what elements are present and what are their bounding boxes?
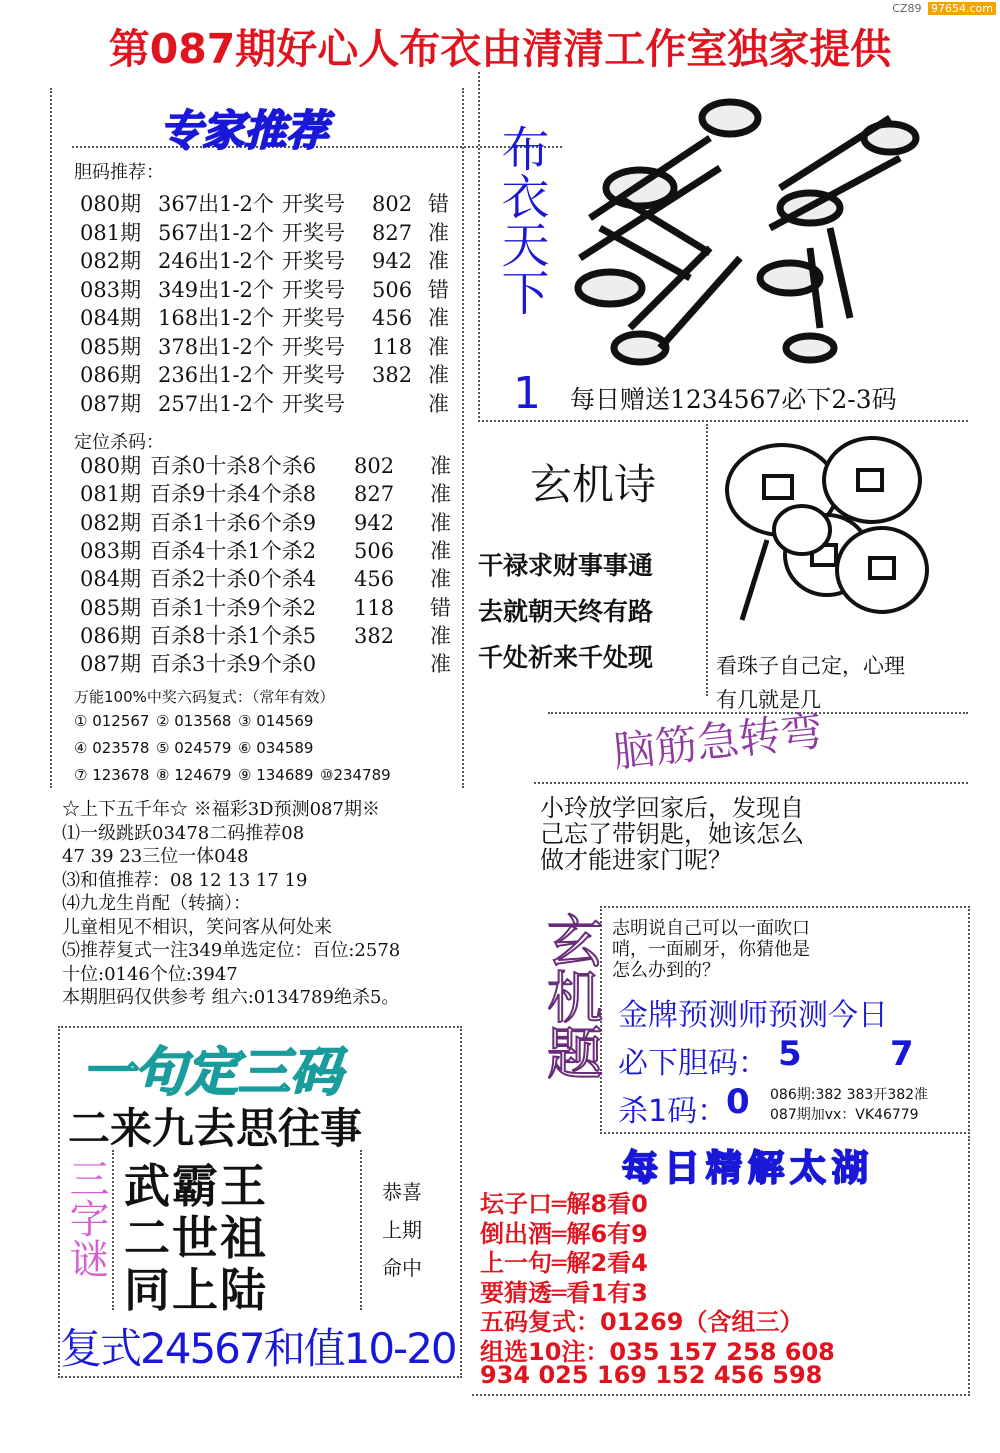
kill-cell: 准 [430, 482, 451, 507]
kill-row [80, 648, 451, 678]
kill-cell: 506 [354, 538, 395, 563]
danma-cell: 开奖号 [282, 306, 345, 330]
watermark-right: 97654.com [928, 2, 996, 15]
xuanji-vertical-title: 玄机题 [538, 912, 603, 1080]
wanneng-cell: ④ 023578 [74, 739, 150, 757]
kill-cell: 百杀1十杀6个杀9 [150, 510, 317, 535]
coins-drawing [712, 430, 952, 640]
xuanji-question-line: 哨，一面刷牙，你猜他是 [612, 939, 810, 960]
poem-line: 去就朝天终有路 [478, 597, 654, 626]
danma-row [80, 359, 449, 389]
danma-row [80, 245, 449, 275]
danma-cell: 081期 [80, 220, 142, 245]
danma-cell: 567出1-2个 [158, 220, 274, 245]
danma-cell: 456 [372, 306, 413, 330]
prediction-line: ⑴一级跳跃03478二码推荐08 [62, 822, 305, 844]
riddle-line: 二世祖 [124, 1211, 268, 1265]
danma-cell: 准 [428, 334, 449, 359]
wanneng-row [74, 766, 402, 784]
taihu-line: 五码复式：01269（含组三） [480, 1308, 804, 1336]
kill-cell: 准 [430, 538, 451, 563]
danma-today-b: 7 [890, 1034, 914, 1074]
danma-cell: 开奖号 [282, 249, 345, 273]
kill-cell: 942 [354, 510, 395, 535]
kill-cell: 083期 [80, 538, 142, 563]
wanneng-row [74, 739, 320, 757]
riddle-line: 同上陆 [124, 1263, 268, 1317]
kill-cell: 085期 [80, 595, 142, 620]
danma-cell: 准 [428, 220, 449, 245]
naojin-line: 做才能进家门呢？ [540, 846, 732, 874]
kill-row [80, 450, 451, 480]
expert-header: 专家推荐 [160, 106, 329, 155]
prediction-line: ⑸推荐复式一注349单选定位：百位:2578 [62, 940, 401, 961]
danma-row [80, 217, 449, 247]
kill-cell: 错 [430, 595, 451, 620]
taihu-title: 每日精解太湖 [622, 1148, 875, 1189]
danma-today-a: 5 [778, 1034, 802, 1074]
wanneng-cell: ② 013568 [156, 712, 232, 730]
danma-row [80, 302, 449, 332]
xuanji-question-line: 怎么办到的？ [612, 960, 720, 981]
kill-cell: 456 [354, 567, 395, 592]
kill-cell: 百杀4十杀1个杀2 [150, 538, 317, 563]
kill-cell: 802 [354, 454, 395, 478]
xuanji-question-line: 志明说自己可以一面吹口 [612, 918, 810, 939]
danma-cell: 开奖号 [282, 192, 345, 216]
danma-row [80, 388, 449, 418]
kill-row [80, 620, 451, 650]
prediction-line: 47 39 23三位一体048 [62, 846, 249, 867]
wanneng-cell: ⑤ 024579 [156, 739, 232, 757]
danma-row [80, 274, 449, 304]
wanneng-cell: ① 012567 [74, 712, 150, 730]
buyi-number: 1 [513, 368, 541, 419]
danma-cell: 准 [428, 363, 449, 387]
danma-cell: 准 [428, 249, 449, 273]
danma-row [80, 331, 449, 361]
naojin-line: 小玲放学回家后，发现自 [540, 794, 804, 822]
wanneng-cell: ⑨ 134689 [238, 766, 314, 784]
kill-cell: 827 [354, 482, 395, 507]
danma-today-label: 必下胆码： [618, 1046, 768, 1081]
kill-row [80, 592, 451, 622]
yiju-header: 一句定三码 [82, 1043, 343, 1103]
danma-cell: 246出1-2个 [158, 249, 274, 273]
yiju-phrase: 二来九去思往事 [68, 1104, 363, 1153]
taihu-line: 组选10注：035 157 258 608 [480, 1337, 835, 1366]
danma-cell: 802 [372, 192, 413, 216]
wanneng-cell: ⑥ 034589 [238, 739, 314, 757]
poem-line: 干禄求财事事通 [478, 551, 654, 580]
danma-cell: 236出1-2个 [158, 363, 274, 387]
kill-cell: 081期 [80, 482, 142, 507]
kill-cell: 百杀9十杀4个杀8 [150, 482, 317, 507]
congrats-line: 上期 [382, 1218, 422, 1242]
danma-cell: 084期 [80, 306, 142, 330]
kill-row [80, 535, 451, 565]
kill-label: 定位杀码： [74, 432, 164, 453]
kill-cell: 百杀1十杀9个杀2 [150, 595, 317, 620]
number-25-drawing [560, 78, 940, 378]
wanneng-label: 万能100%中奖六码复式：（常年有效） [74, 688, 335, 706]
danma-row [80, 188, 449, 218]
taihu-line: 要猜透═看1有3 [480, 1278, 648, 1307]
kill-row [80, 478, 451, 508]
danma-cell: 085期 [80, 334, 142, 359]
danma-cell: 168出1-2个 [158, 306, 274, 330]
kill-cell: 准 [430, 623, 451, 648]
kill-cell: 382 [354, 623, 395, 648]
kill-cell: 080期 [80, 454, 142, 478]
wanneng-row [74, 712, 320, 730]
kill-cell: 087期 [80, 652, 142, 677]
naojin-title: 脑筋急转弯 [610, 706, 825, 777]
kill-cell: 118 [354, 595, 395, 620]
buyi-vertical-title: 布衣天下 [493, 124, 549, 316]
kill-cell: 百杀0十杀8个杀6 [150, 454, 317, 478]
danma-cell: 错 [428, 277, 449, 302]
prediction-line: ⑷九龙生肖配（转摘）： [62, 893, 251, 914]
kill-cell: 百杀3十杀9个杀0 [150, 652, 317, 677]
naojin-body-frame [534, 782, 968, 786]
sanzi-label: 三字谜 [63, 1158, 109, 1278]
danma-cell: 开奖号 [282, 334, 345, 359]
page-title: 第087期好心人布衣由清清工作室独家提供 [108, 25, 892, 73]
danma-cell: 827 [372, 220, 413, 245]
kill-cell: 准 [430, 510, 451, 535]
danma-cell: 367出1-2个 [158, 192, 274, 216]
kill-row [80, 563, 451, 593]
prediction-section [62, 798, 492, 1010]
sha-value: 0 [726, 1082, 750, 1122]
danma-cell: 错 [428, 192, 449, 216]
kill-row [80, 507, 451, 537]
danma-cell: 378出1-2个 [158, 334, 274, 359]
wanneng-cell: ⑧ 124679 [156, 766, 232, 784]
taihu-line: 上一句═解2看4 [480, 1249, 648, 1277]
danma-cell: 257出1-2个 [158, 391, 274, 416]
xuanji-note-1: 086期:382 383开382准 [770, 1087, 929, 1103]
danma-cell: 083期 [80, 277, 142, 302]
prediction-line: ⑶和值推荐：08 12 13 17 19 [62, 869, 308, 891]
kill-cell: 百杀2十杀0个杀4 [150, 567, 317, 592]
watermark-left: CZ89 [892, 2, 922, 15]
danma-cell: 开奖号 [282, 277, 345, 302]
danma-cell: 942 [372, 249, 413, 273]
riddle-line: 武霸王 [124, 1159, 268, 1213]
watermark [889, 2, 996, 15]
congrats-line: 命中 [382, 1256, 422, 1280]
danma-cell: 382 [372, 363, 413, 387]
danma-cell: 080期 [80, 192, 142, 216]
taihu-line: 倒出酒═解6有9 [480, 1219, 648, 1248]
sha-label: 杀1码： [618, 1094, 728, 1129]
kill-cell: 准 [430, 454, 451, 478]
wanneng-cell: ③ 014569 [238, 712, 314, 730]
congrats-line: 恭喜 [382, 1180, 422, 1204]
poem-note-line: 有几就是几 [716, 688, 821, 712]
xuanji-note-2: 087期加vx：VK46779 [770, 1107, 919, 1123]
buyi-daily-text: 每日赠送1234567必下2-3码 [570, 385, 897, 414]
danma-cell: 349出1-2个 [158, 277, 274, 302]
danma-cell: 准 [428, 306, 449, 330]
danma-cell: 开奖号 [282, 363, 345, 387]
taihu-line: 934 025 169 152 456 598 [480, 1361, 823, 1389]
prediction-line: ☆上下五千年☆ ※福彩3D预测087期※ [62, 799, 380, 820]
danma-cell: 506 [372, 277, 413, 302]
kill-cell: 准 [430, 567, 451, 592]
kill-cell: 084期 [80, 567, 142, 592]
danma-cell: 开奖号 [282, 220, 345, 245]
danma-cell: 准 [428, 391, 449, 416]
danma-cell: 082期 [80, 249, 142, 273]
gold-title: 金牌预测师预测今日 [618, 998, 888, 1033]
poem-title: 玄机诗 [530, 460, 657, 509]
danma-cell: 开奖号 [282, 391, 345, 416]
wanneng-cell: ⑦ 123678 [74, 766, 150, 784]
danma-label: 胆码推荐： [74, 162, 164, 183]
poem-note-line: 看珠子自己定，心理 [716, 654, 905, 678]
yiju-fushi: 复式24567和值10-20 [60, 1324, 456, 1373]
prediction-line: 十位:0146个位:3947 [62, 963, 238, 985]
kill-cell: 082期 [80, 510, 142, 535]
naojin-line: 己忘了带钥匙，她该怎么 [540, 820, 804, 848]
poem-line: 千处祈来千处现 [478, 643, 654, 672]
taihu-line: 坛子口═解8看0 [480, 1190, 648, 1218]
kill-cell: 百杀8十杀1个杀5 [150, 623, 317, 648]
danma-cell: 118 [372, 334, 413, 359]
kill-cell: 准 [430, 652, 451, 677]
wanneng-cell: ⑩234789 [320, 766, 391, 784]
kill-cell: 086期 [80, 623, 142, 648]
prediction-line: 本期胆码仅供参考 组六:0134789绝杀5。 [62, 987, 400, 1008]
prediction-line: 儿童相见不相识，笑问客从何处来 [62, 916, 332, 938]
danma-cell: 086期 [80, 363, 142, 387]
danma-cell: 087期 [80, 391, 142, 416]
